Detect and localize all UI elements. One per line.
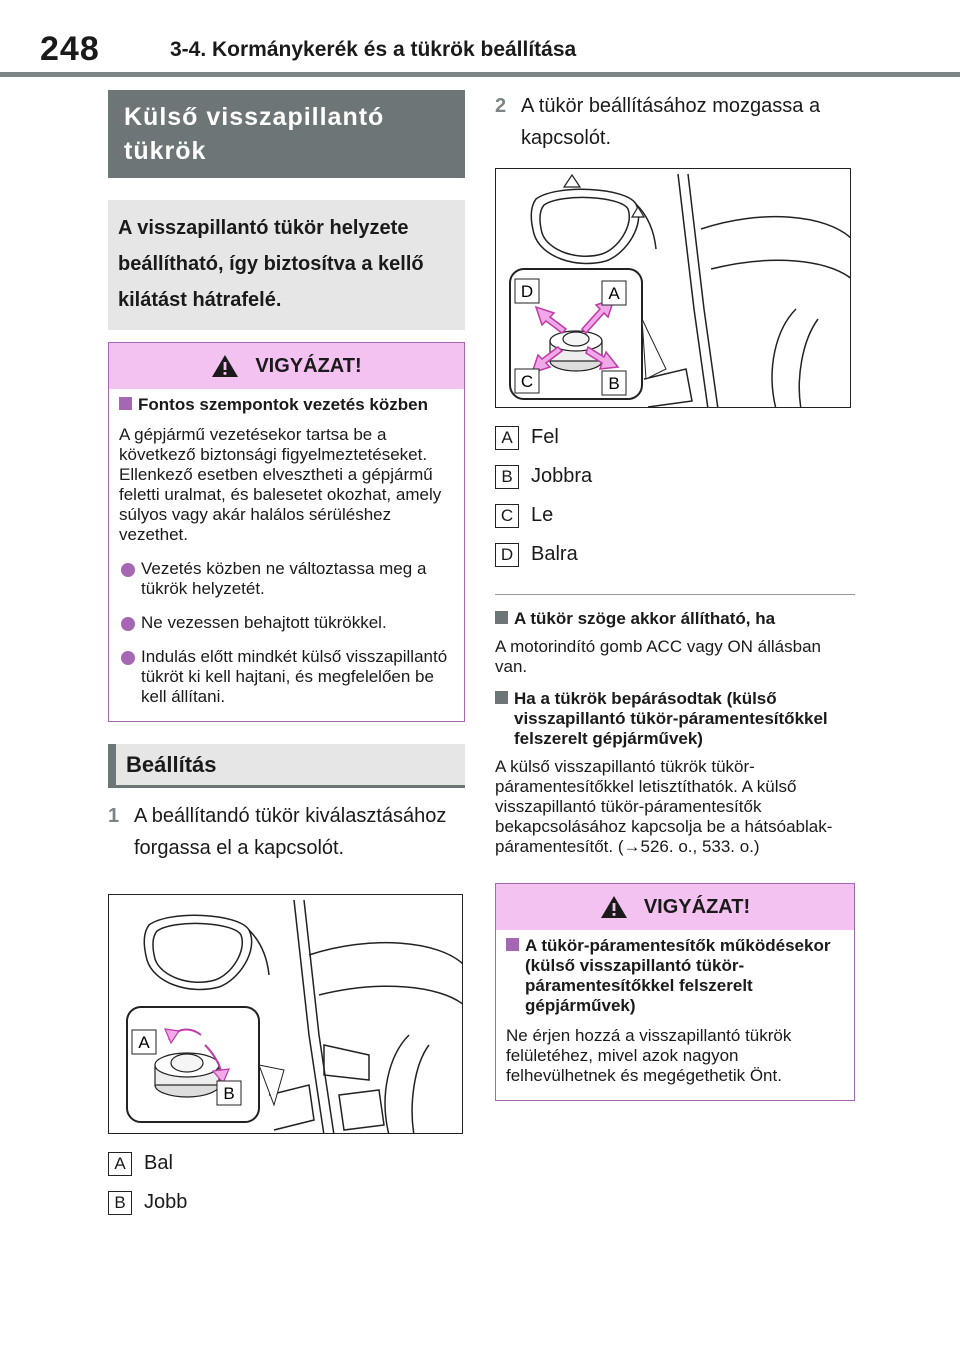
step-1 xyxy=(108,800,465,864)
step-text: A beállítandó tükör kiválasztásához forgassa el a kapcsolót. xyxy=(134,805,447,859)
svg-text:B: B xyxy=(608,374,620,393)
section-divider xyxy=(495,594,855,595)
svg-text:C: C xyxy=(520,372,534,391)
caution-paragraph: A gépjármű vezetésekor tartsa be a következő biztonsági figyelmeztetéseket. Ellenkező esetben elvesztheti a gépjármű feletti uralmat, és balesetet okozhat, amely súlyos vagy akár halálos sérüléshez vezethet. xyxy=(119,425,442,544)
svg-text:A: A xyxy=(138,1033,150,1052)
page-number: 248 xyxy=(40,30,100,68)
caution-title-bar xyxy=(496,884,854,930)
mirror-select-drawing xyxy=(109,895,463,1134)
svg-text:B: B xyxy=(223,1084,235,1103)
legend-item: B Jobbra xyxy=(495,457,855,496)
step-number: 1 xyxy=(108,805,120,827)
intro-box: A visszapillantó tükör helyzete beállítható, így biztosítva a kellő kilátást hátrafelé. xyxy=(108,200,465,330)
caution-heading: Fontos szempontok vezetés közben xyxy=(119,395,454,415)
caution-bullet: Ne vezessen behajtott tükrökkel. xyxy=(119,613,454,633)
caution-box xyxy=(108,342,465,722)
caution-bullet: Vezetés közben ne változtassa meg a tükrök helyzetét. xyxy=(119,559,454,599)
legend-item: C Le xyxy=(495,496,855,535)
mirror-adjust-illustration xyxy=(495,168,851,408)
adjust-section-title: Beállítás xyxy=(108,744,465,788)
caution-paragraph: Ne érjen hozzá a visszapillantó tükrök felületéhez, mivel azok nagyon felhevülhetnek és megégethetik Önt. xyxy=(506,1026,792,1085)
caution-body xyxy=(496,930,854,1100)
square-bullet-icon xyxy=(506,938,519,951)
caution-heading: A tükör-páramentesítők működésekor (külső visszapillantó tükör-páramentesítőkkel felszerelt gépjárművek) xyxy=(506,936,844,1016)
legend-item: B Jobb xyxy=(108,1183,465,1222)
circle-bullet-icon xyxy=(121,651,135,665)
step-2 xyxy=(495,90,855,154)
legend-item: D Balra xyxy=(495,535,855,574)
square-bullet-icon xyxy=(495,611,508,624)
note-heading: Ha a tükrök bepárásodtak (külső visszapillantó tükör-páramentesítőkkel felszerelt gépjárművek) xyxy=(495,689,855,749)
page-header xyxy=(0,0,960,80)
square-bullet-icon xyxy=(495,691,508,704)
square-bullet-icon xyxy=(119,397,132,410)
step-text: A tükör beállításához mozgassa a kapcsolót. xyxy=(521,95,821,149)
svg-text:A: A xyxy=(608,284,620,303)
caution-title: VIGYÁZAT! xyxy=(643,895,751,918)
mirror-adjust-drawing xyxy=(496,169,851,408)
caution-title-bar xyxy=(109,343,464,389)
mirror-select-illustration xyxy=(108,894,463,1134)
circle-bullet-icon xyxy=(121,563,135,577)
note-text: A külső visszapillantó tükrök tükör-páramentesítőkkel letisztíthatók. A külső visszapillantó tükör-páramentesítők bekapcsolásához kapcsolja be a hátsóablak-páramentesítőt. (→526. o., 533. o.) xyxy=(495,757,833,856)
chapter-title: 3-4. Kormánykerék és a tükrök beállítása xyxy=(170,38,577,61)
header-rule xyxy=(0,72,960,77)
note-heading: A tükör szöge akkor állítható, ha xyxy=(495,609,855,629)
caution-box xyxy=(495,883,855,1101)
caution-bullet: Indulás előtt mindkét külső visszapillantó tükröt ki kell hajtani, és megfelelően be kell állítani. xyxy=(119,647,454,707)
step-number: 2 xyxy=(495,95,507,117)
note-text: A motorindító gomb ACC vagy ON állásban van. xyxy=(495,637,821,676)
legend-2 xyxy=(495,418,855,574)
warning-triangle-icon xyxy=(600,895,628,919)
legend-1 xyxy=(108,1144,465,1222)
legend-item: A Bal xyxy=(108,1144,465,1183)
circle-bullet-icon xyxy=(121,617,135,631)
legend-item: A Fel xyxy=(495,418,855,457)
warning-triangle-icon xyxy=(211,354,239,378)
right-column xyxy=(495,90,855,1101)
svg-text:D: D xyxy=(520,282,534,301)
caution-body xyxy=(109,389,464,721)
caution-title: VIGYÁZAT! xyxy=(255,354,362,377)
section-title: Külső visszapillantó tükrök xyxy=(108,90,465,178)
left-column xyxy=(108,90,465,1222)
